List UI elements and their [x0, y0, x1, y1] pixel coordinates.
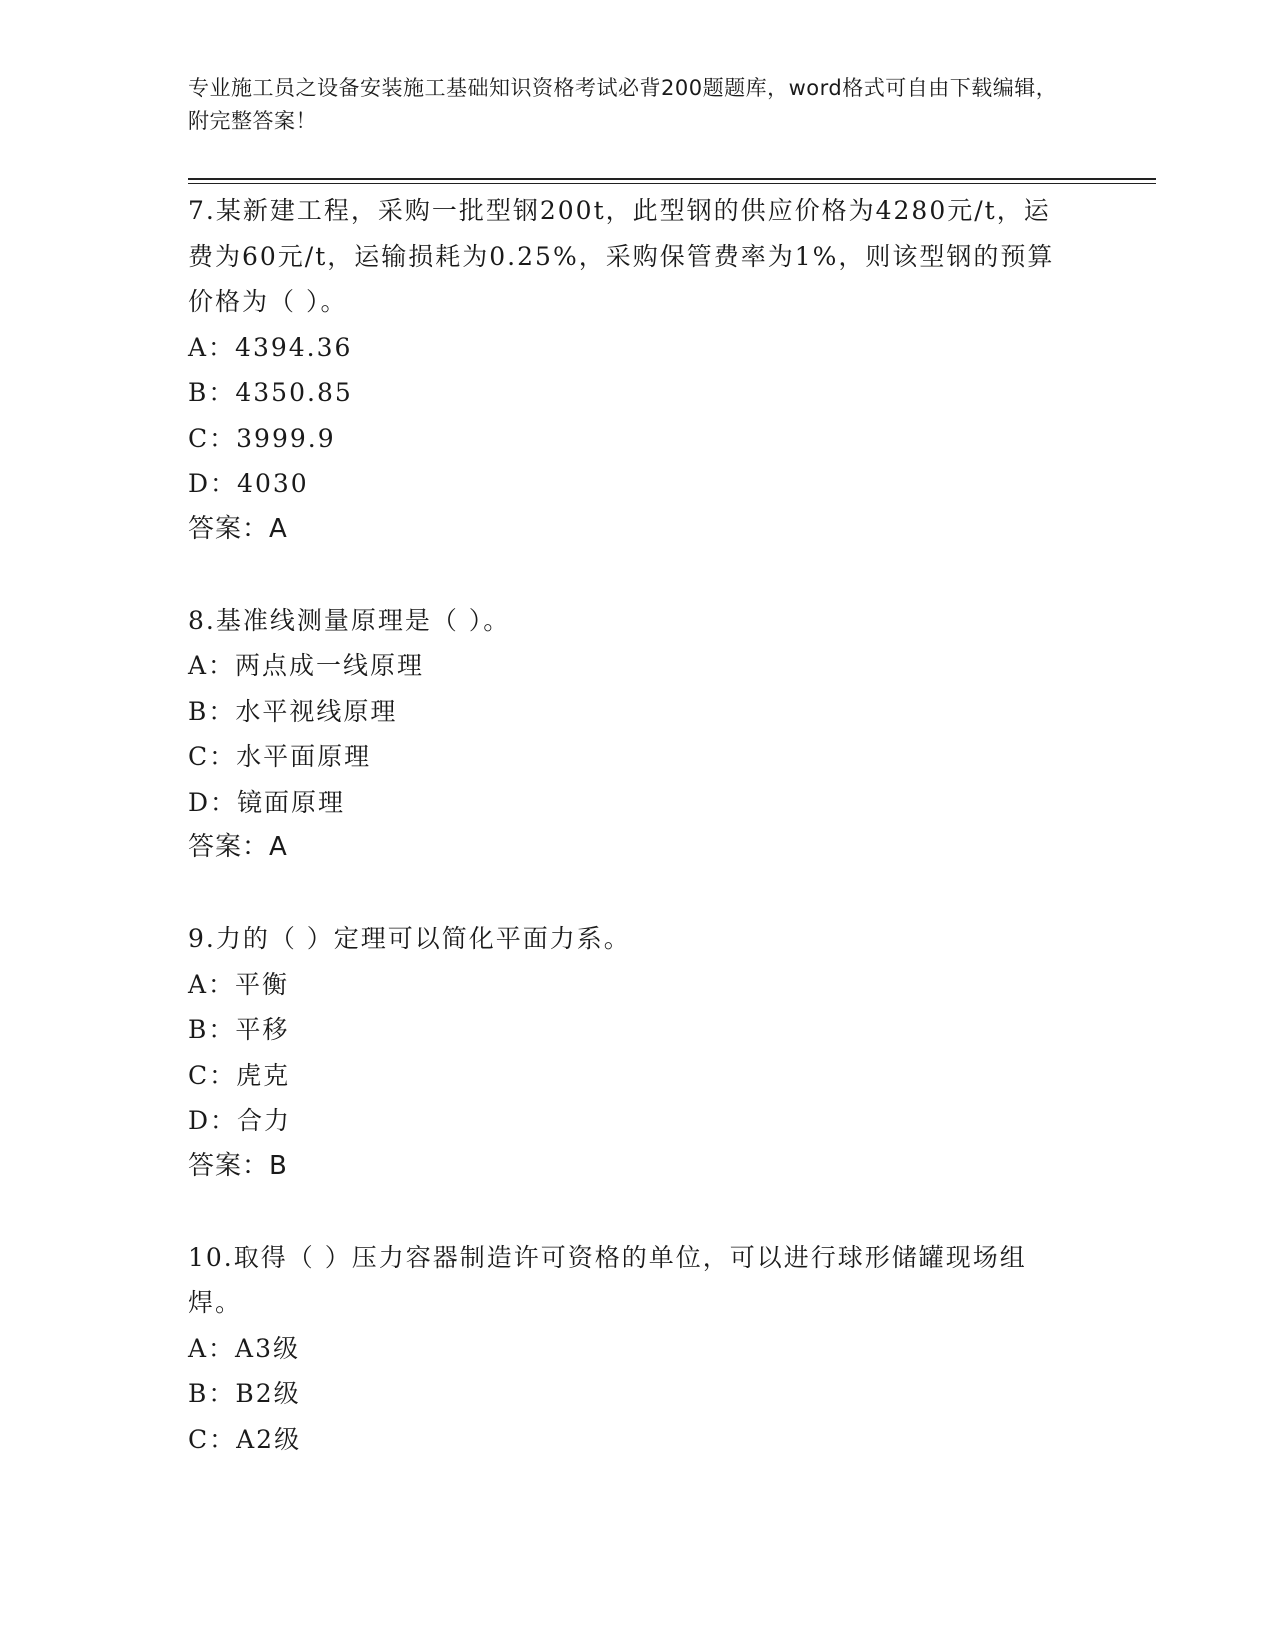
option-c: C：A2级 — [188, 1424, 302, 1454]
document-header: 专业施工员之设备安装施工基础知识资格考试必背200题题库，word格式可自由下载编辑，附完整答案！ — [188, 76, 1058, 133]
question-spacer — [188, 552, 1068, 598]
option-b: B：4350.85 — [188, 378, 353, 407]
option-d: D：合力 — [188, 1106, 292, 1135]
answer-line: 答案：B — [188, 1150, 288, 1181]
option-d: D：4030 — [188, 469, 309, 498]
option-c: C：3999.9 — [188, 423, 336, 453]
question-stem: 9.力的（ ）定理可以简化平面力系。 — [188, 924, 631, 953]
question-spacer — [188, 1189, 1068, 1235]
option-c: C：水平面原理 — [188, 742, 372, 771]
option-b: B：平移 — [188, 1015, 290, 1044]
question-stem: 10.取得（ ）压力容器制造许可资格的单位，可以进行球形储罐现场组焊。 — [188, 1242, 1027, 1317]
question-stem: 7.某新建工程，采购一批型钢200t，此型钢的供应价格为4280元/t，运费为60元/t，运输损耗为0.25%，采购保管费率为1%，则该型钢的预算价格为（ ）。 — [188, 196, 1055, 316]
question-spacer — [188, 871, 1068, 917]
answer-line: 答案：A — [188, 513, 288, 544]
option-a: A：A3级 — [188, 1333, 301, 1363]
option-a: A：4394.36 — [188, 332, 353, 362]
option-d: D：镜面原理 — [188, 787, 346, 817]
question-8 — [188, 598, 1068, 871]
option-b: B：水平视线原理 — [188, 696, 398, 726]
option-a: A：平衡 — [188, 969, 290, 999]
option-c: C：虎克 — [188, 1060, 291, 1090]
option-b: B：B2级 — [188, 1379, 301, 1408]
option-a: A：两点成一线原理 — [188, 651, 425, 680]
question-stem: 8.基准线测量原理是（ ）。 — [188, 605, 511, 635]
question-7 — [188, 188, 1068, 552]
question-9 — [188, 916, 1068, 1189]
answer-line: 答案：A — [188, 832, 288, 862]
header-divider — [188, 178, 1156, 180]
header-divider-thin — [188, 183, 1156, 184]
question-list — [188, 188, 1068, 1462]
question-10 — [188, 1235, 1068, 1463]
